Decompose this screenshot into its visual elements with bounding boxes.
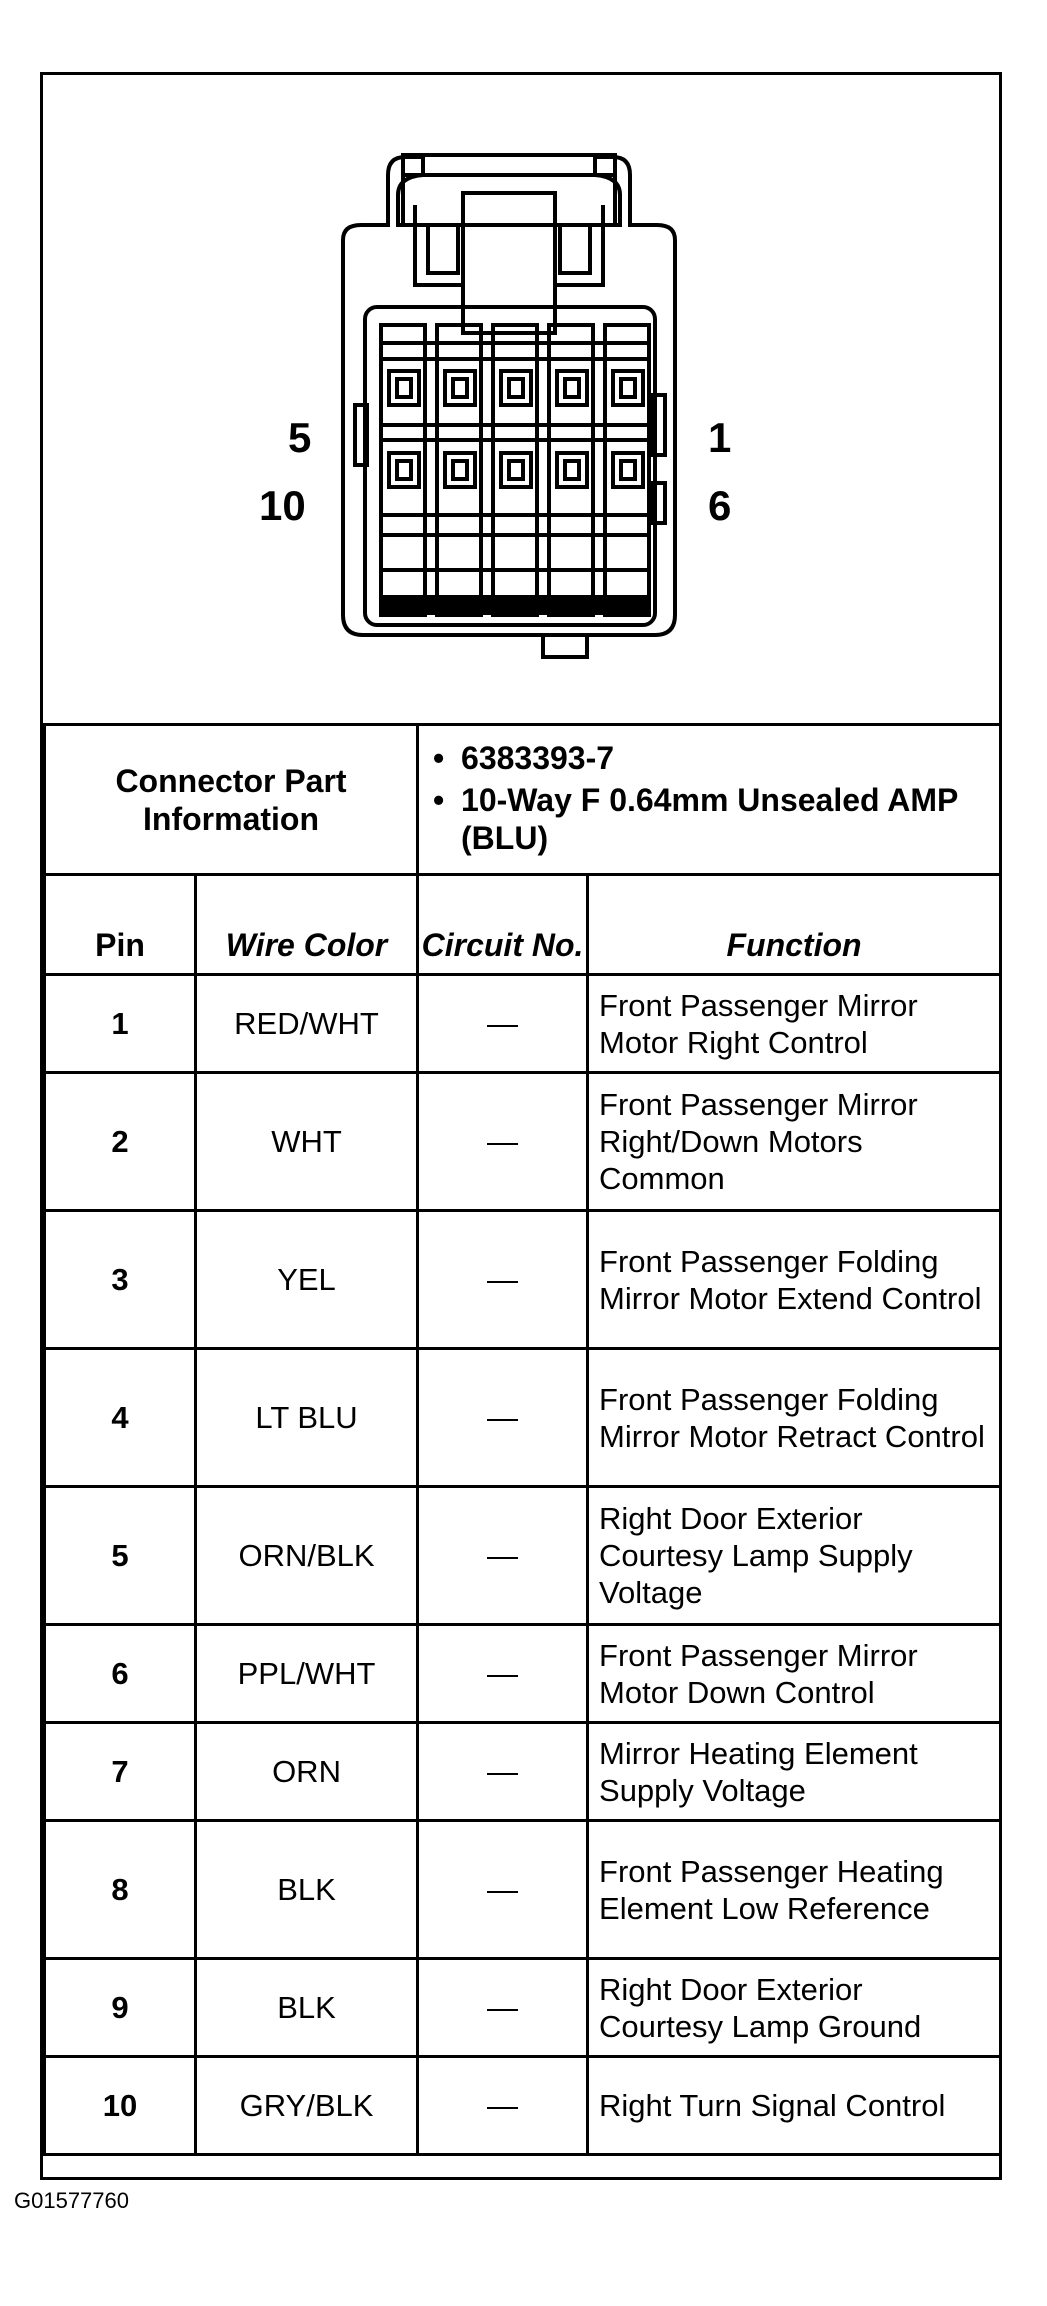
pin-cell: 5 bbox=[45, 1487, 196, 1625]
circuit-no-cell: — bbox=[418, 1487, 588, 1625]
table-row bbox=[45, 1487, 1001, 1625]
table-row bbox=[45, 1959, 1001, 2057]
circuit-no-cell: — bbox=[418, 1349, 588, 1487]
connector-face-drawing bbox=[43, 75, 999, 723]
wire-color-cell: ORN bbox=[196, 1723, 418, 1821]
pin-cell: 4 bbox=[45, 1349, 196, 1487]
pin-cell: 10 bbox=[45, 2057, 196, 2155]
table-row bbox=[45, 2057, 1001, 2155]
pin-cell: 7 bbox=[45, 1723, 196, 1821]
connector-diagram bbox=[43, 75, 999, 723]
pin-label-1: 1 bbox=[708, 414, 732, 461]
table-row bbox=[45, 1625, 1001, 1723]
function-cell: Right Door Exterior Courtesy Lamp Supply Voltage bbox=[588, 1487, 1001, 1625]
circuit-no-cell: — bbox=[418, 1821, 588, 1959]
pin-cell: 6 bbox=[45, 1625, 196, 1723]
wire-color-cell: BLK bbox=[196, 1821, 418, 1959]
circuit-no-cell: — bbox=[418, 1625, 588, 1723]
part-info-label: Connector Part Information bbox=[45, 725, 418, 875]
wire-color-cell: LT BLU bbox=[196, 1349, 418, 1487]
pin-cell: 3 bbox=[45, 1211, 196, 1349]
table-row bbox=[45, 1211, 1001, 1349]
part-info-item: • 10-Way F 0.64mm Unsealed AMP (BLU) bbox=[433, 781, 958, 856]
pin-cell: 8 bbox=[45, 1821, 196, 1959]
table-row bbox=[45, 1349, 1001, 1487]
circuit-no-cell: — bbox=[418, 1959, 588, 2057]
circuit-no-cell: — bbox=[418, 1211, 588, 1349]
function-cell: Right Turn Signal Control bbox=[588, 2057, 1001, 2155]
table-row bbox=[45, 1723, 1001, 1821]
circuit-no-cell: — bbox=[418, 975, 588, 1073]
header-pin: Pin bbox=[45, 875, 196, 975]
connector-frame bbox=[40, 72, 1002, 2180]
pinout-table bbox=[43, 723, 1002, 2156]
function-cell: Front Passenger Folding Mirror Motor Retract Control bbox=[588, 1349, 1001, 1487]
pin-cell: 1 bbox=[45, 975, 196, 1073]
function-cell: Front Passenger Mirror Motor Right Control bbox=[588, 975, 1001, 1073]
pin-label-5: 5 bbox=[288, 414, 312, 461]
wire-color-cell: WHT bbox=[196, 1073, 418, 1211]
function-cell: Front Passenger Mirror Motor Down Control bbox=[588, 1625, 1001, 1723]
part-info-details bbox=[418, 725, 1001, 875]
wire-color-cell: ORN/BLK bbox=[196, 1487, 418, 1625]
table-row bbox=[45, 1821, 1001, 1959]
header-row bbox=[45, 875, 1001, 975]
header-circuit-no: Circuit No. bbox=[418, 875, 588, 975]
wire-color-cell: YEL bbox=[196, 1211, 418, 1349]
part-info-row bbox=[45, 725, 1001, 875]
function-cell: Front Passenger Folding Mirror Motor Extend Control bbox=[588, 1211, 1001, 1349]
pin-label-10: 10 bbox=[259, 482, 306, 529]
circuit-no-cell: — bbox=[418, 1073, 588, 1211]
pin-label-6: 6 bbox=[708, 482, 732, 529]
function-cell: Front Passenger Mirror Right/Down Motors Common bbox=[588, 1073, 1001, 1211]
wire-color-cell: PPL/WHT bbox=[196, 1625, 418, 1723]
pin-cell: 9 bbox=[45, 1959, 196, 2057]
function-cell: Right Door Exterior Courtesy Lamp Ground bbox=[588, 1959, 1001, 2057]
table-row bbox=[45, 975, 1001, 1073]
function-cell: Front Passenger Heating Element Low Reference bbox=[588, 1821, 1001, 1959]
header-function: Function bbox=[588, 875, 1001, 975]
function-cell: Mirror Heating Element Supply Voltage bbox=[588, 1723, 1001, 1821]
wire-color-cell: RED/WHT bbox=[196, 975, 418, 1073]
part-info-item: • 6383393-7 bbox=[433, 739, 615, 776]
circuit-no-cell: — bbox=[418, 1723, 588, 1821]
wire-color-cell: BLK bbox=[196, 1959, 418, 2057]
circuit-no-cell: — bbox=[418, 2057, 588, 2155]
wire-color-cell: GRY/BLK bbox=[196, 2057, 418, 2155]
pin-cell: 2 bbox=[45, 1073, 196, 1211]
table-row bbox=[45, 1073, 1001, 1211]
figure-caption: G01577760 bbox=[14, 2188, 129, 2213]
header-wire-color: Wire Color bbox=[196, 875, 418, 975]
